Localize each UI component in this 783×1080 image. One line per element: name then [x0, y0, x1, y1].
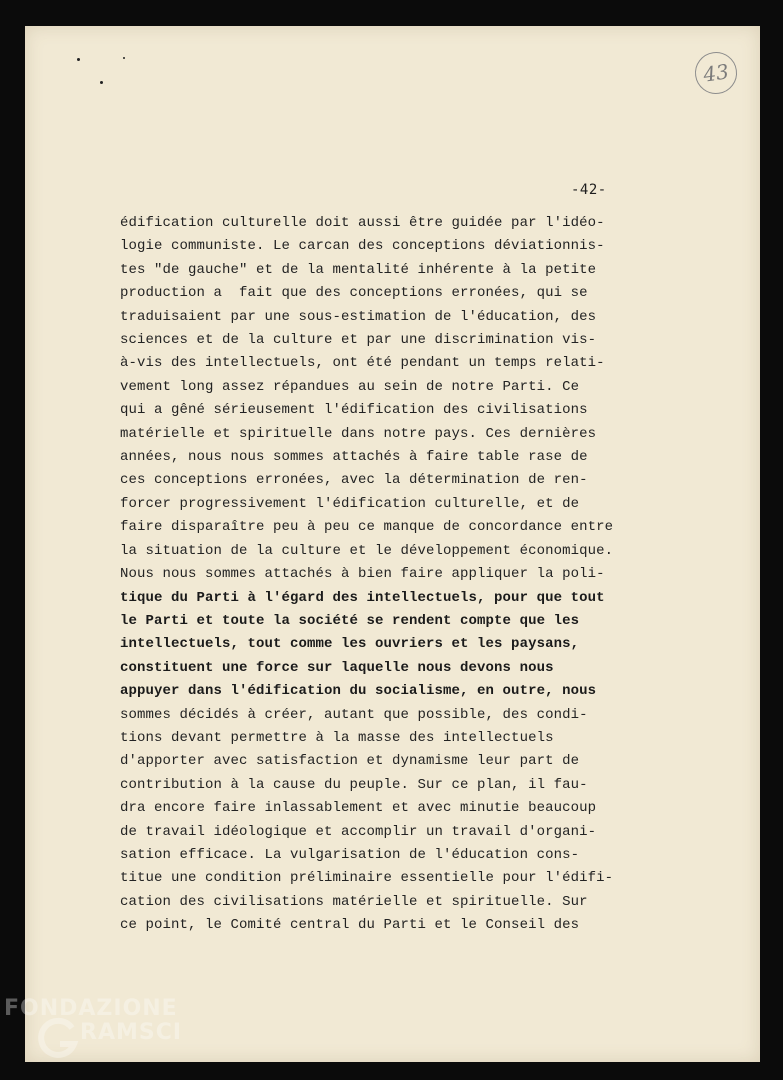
text-line: production a fait que des conceptions erronées, qui se	[120, 285, 588, 302]
text-line: matérielle et spirituelle dans notre pays. Ces dernières	[120, 425, 597, 442]
text-line: ces conceptions erronées, avec la détermination de ren-	[120, 472, 588, 489]
text-line: à-vis des intellectuels, ont été pendant un temps relati-	[120, 355, 605, 372]
text-line: forcer progressivement l'édification culturelle, et de	[120, 495, 580, 512]
text-line: constituent une force sur laquelle nous devons nous	[120, 659, 554, 676]
text-line: sommes décidés à créer, autant que possible, des condi-	[120, 706, 588, 723]
text-line: intellectuels, tout comme les ouvriers et les paysans,	[120, 636, 580, 653]
archive-page-number: 43	[701, 59, 731, 87]
watermark-text-top: FONDAZIONE	[4, 996, 178, 1021]
text-line: tions devant permettre à la masse des intellectuels	[120, 729, 554, 746]
watermark-g-icon	[34, 1014, 82, 1062]
text-line: qui a gêné sérieusement l'édification des civilisations	[120, 402, 588, 419]
paper-speck	[123, 57, 125, 59]
paper-speck	[100, 81, 103, 84]
archive-page-stamp	[692, 49, 739, 96]
text-line: le Parti et toute la société se rendent compte que les	[120, 612, 580, 629]
text-line: dra encore faire inlassablement et avec minutie beaucoup	[120, 800, 597, 817]
text-line: d'apporter avec satisfaction et dynamisme leur part de	[120, 753, 580, 770]
text-line: logie communiste. Le carcan des conceptions déviationnis-	[120, 238, 605, 255]
text-line: ce point, le Comité central du Parti et le Conseil des	[120, 917, 580, 934]
text-line: sation efficace. La vulgarisation de l'éducation cons-	[120, 846, 580, 863]
typed-body-text	[120, 212, 680, 938]
text-line: sciences et de la culture et par une discrimination vis-	[120, 332, 597, 349]
text-line: années, nous nous sommes attachés à faire table rase de	[120, 449, 588, 466]
text-line: la situation de la culture et le développement économique.	[120, 542, 614, 559]
text-line: appuyer dans l'édification du socialisme, en outre, nous	[120, 683, 597, 700]
page-number: -42-	[571, 182, 607, 198]
text-line: Nous nous sommes attachés à bien faire appliquer la poli-	[120, 566, 605, 583]
archive-watermark	[4, 996, 194, 1076]
text-line: édification culturelle doit aussi être guidée par l'idéo-	[120, 215, 605, 231]
paper-speck	[77, 58, 80, 61]
text-line: tique du Parti à l'égard des intellectuels, pour que tout	[120, 589, 605, 606]
text-line: cation des civilisations matérielle et spirituelle. Sur	[120, 893, 588, 910]
document-page	[25, 26, 760, 1062]
text-line: traduisaient par une sous-estimation de l'éducation, des	[120, 308, 597, 325]
text-line: titue une condition préliminaire essentielle pour l'édifi-	[120, 870, 614, 887]
text-line: de travail idéologique et accomplir un travail d'organi-	[120, 823, 597, 840]
text-line: tes "de gauche" et de la mentalité inhérente à la petite	[120, 261, 597, 278]
text-line: faire disparaître peu à peu ce manque de concordance entre	[120, 519, 614, 536]
text-line: vement long assez répandues au sein de notre Parti. Ce	[120, 378, 580, 395]
watermark-text-bottom: RAMSCI	[80, 1020, 183, 1045]
text-line: contribution à la cause du peuple. Sur ce plan, il fau-	[120, 776, 588, 793]
